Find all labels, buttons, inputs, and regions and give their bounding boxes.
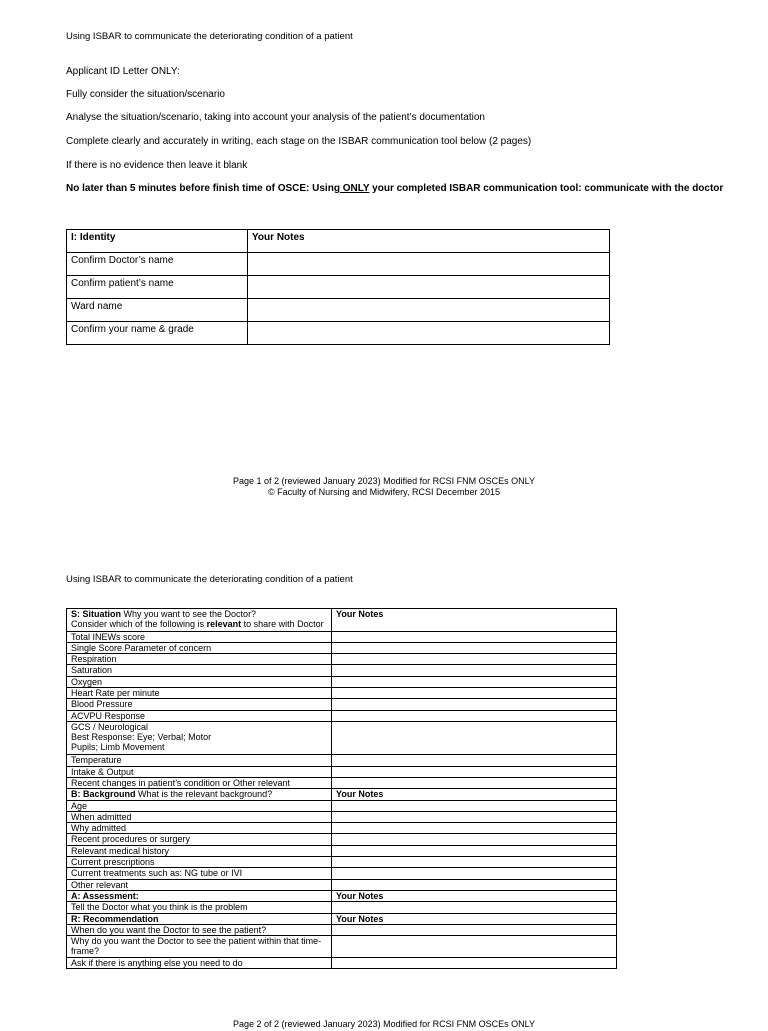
- background-row-label: Recent procedures or surgery: [67, 834, 332, 845]
- background-row-label: Other relevant: [67, 879, 332, 890]
- notes-cell[interactable]: [332, 857, 617, 868]
- table-row: [67, 609, 617, 632]
- gcs-line: Best Response: Eye; Verbal; Motor: [71, 732, 212, 743]
- notes-cell[interactable]: [332, 710, 617, 721]
- table-row: [67, 631, 617, 642]
- page-1-header: Using ISBAR to communicate the deteriorating condition of a patient: [66, 31, 353, 42]
- notes-cell[interactable]: [332, 665, 617, 676]
- isbar-table: [66, 608, 617, 969]
- table-row: [67, 913, 617, 924]
- situation-sub-bold: relevant: [206, 619, 242, 630]
- background-row-label: When admitted: [67, 811, 332, 822]
- identity-row-label: Confirm Doctor’s name: [67, 253, 248, 276]
- situation-sub-post: to share with Doctor: [241, 619, 324, 630]
- table-row: [67, 845, 617, 856]
- table-row: [67, 687, 617, 698]
- recommendation-notes-header: Your Notes: [332, 913, 617, 924]
- instruction-no-evidence: If there is no evidence then leave it blank: [66, 160, 248, 171]
- table-row: [67, 957, 617, 968]
- identity-table: [66, 229, 610, 345]
- table-row: [67, 868, 617, 879]
- page-1-footer-line1: Page 1 of 2 (reviewed January 2023) Modified for RCSI FNM OSCEs ONLY: [233, 476, 535, 486]
- table-row: [67, 665, 617, 676]
- notes-cell[interactable]: [332, 902, 617, 913]
- table-row: [67, 789, 617, 800]
- notes-cell[interactable]: [332, 777, 617, 788]
- notes-cell[interactable]: [248, 253, 610, 276]
- situation-row-label: Intake & Output: [67, 766, 332, 777]
- table-row: [67, 834, 617, 845]
- recommendation-header: R: Recommendation: [67, 913, 332, 924]
- table-row: [67, 676, 617, 687]
- gcs-line: GCS / Neurological: [71, 721, 149, 732]
- notes-cell[interactable]: [332, 766, 617, 777]
- situation-title: S: Situation: [71, 609, 121, 619]
- situation-row-label: Total INEWs score: [67, 631, 332, 642]
- table-row: [67, 322, 610, 345]
- table-row: [67, 721, 617, 755]
- gcs-cell: [67, 721, 332, 755]
- assessment-row-label: Tell the Doctor what you think is the problem: [67, 902, 332, 913]
- identity-row-label: Confirm patient’s name: [67, 276, 248, 299]
- notes-cell[interactable]: [332, 957, 617, 968]
- notes-cell[interactable]: [332, 823, 617, 834]
- table-row: [67, 654, 617, 665]
- background-row-label: Why admitted: [67, 823, 332, 834]
- instruction-bold-only: ONLY: [339, 183, 370, 194]
- table-row: [67, 936, 617, 957]
- table-row: [67, 230, 610, 253]
- notes-cell[interactable]: [248, 276, 610, 299]
- table-row: [67, 777, 617, 788]
- notes-cell[interactable]: [332, 800, 617, 811]
- table-row: [67, 755, 617, 766]
- notes-cell[interactable]: [248, 299, 610, 322]
- situation-sub-pre: Consider which of the following is: [71, 619, 207, 630]
- notes-cell[interactable]: [332, 676, 617, 687]
- table-row: [67, 766, 617, 777]
- background-row-label: Current prescriptions: [67, 857, 332, 868]
- notes-cell[interactable]: [332, 642, 617, 653]
- notes-cell[interactable]: [332, 654, 617, 665]
- page-2-footer-partial: Page 2 of 2 (reviewed January 2023) Modified for RCSI FNM OSCEs ONLY: [233, 1019, 535, 1029]
- background-row-label: Relevant medical history: [67, 845, 332, 856]
- background-notes-header: Your Notes: [332, 789, 617, 800]
- situation-row-label: Respiration: [67, 654, 332, 665]
- background-title: B: Background: [71, 789, 136, 800]
- table-row: [67, 800, 617, 811]
- background-header: [67, 789, 332, 800]
- situation-row-label: Temperature: [67, 755, 332, 766]
- situation-title-rest: Why you want to see the Doctor?: [121, 609, 257, 619]
- notes-cell[interactable]: [332, 721, 617, 755]
- table-row: [67, 699, 617, 710]
- notes-cell[interactable]: [332, 687, 617, 698]
- page-1-footer-line2: © Faculty of Nursing and Midwifery, RCSI December 2015: [267, 487, 501, 497]
- table-row: [67, 253, 610, 276]
- notes-cell[interactable]: [332, 631, 617, 642]
- assessment-header: A: Assessment:: [67, 890, 332, 901]
- identity-row-label: Ward name: [67, 299, 248, 322]
- identity-header: I: Identity: [67, 230, 248, 253]
- instruction-analyse: Analyse the situation/scenario, taking into account your analysis of the patient’s documentation: [66, 112, 485, 123]
- identity-notes-header: Your Notes: [248, 230, 610, 253]
- notes-cell[interactable]: [248, 322, 610, 345]
- page-2-header: Using ISBAR to communicate the deteriorating condition of a patient: [66, 574, 353, 585]
- table-row: [67, 902, 617, 913]
- background-row-label: Current treatments such as: NG tube or IVI: [67, 868, 332, 879]
- background-row-label: Age: [67, 800, 332, 811]
- situation-notes-header: Your Notes: [332, 609, 617, 632]
- table-row: [67, 276, 610, 299]
- recommendation-row-label: Why do you want the Doctor to see the patient within that time-frame?: [67, 936, 332, 957]
- situation-row-label: Recent changes in patient’s condition or Other relevant: [67, 777, 332, 788]
- instruction-complete: Complete clearly and accurately in writing, each stage on the ISBAR communication tool below (2 pages): [66, 136, 532, 147]
- situation-row-label: Single Score Parameter of concern: [67, 642, 332, 653]
- notes-cell[interactable]: [332, 699, 617, 710]
- instruction-consider: Fully consider the situation/scenario: [66, 89, 225, 100]
- situation-row-label: Saturation: [67, 665, 332, 676]
- notes-cell[interactable]: [332, 755, 617, 766]
- table-row: [67, 823, 617, 834]
- notes-cell[interactable]: [332, 834, 617, 845]
- situation-row-label: Blood Pressure: [67, 699, 332, 710]
- notes-cell[interactable]: [332, 879, 617, 890]
- notes-cell[interactable]: [332, 845, 617, 856]
- situation-row-label: ACVPU Response: [67, 710, 332, 721]
- table-row: [67, 890, 617, 901]
- instruction-bold-part1: No later than 5 minutes before finish time of OSCE: Using: [66, 183, 340, 194]
- table-row: [67, 299, 610, 322]
- situation-row-label: Oxygen: [67, 676, 332, 687]
- notes-cell[interactable]: [332, 868, 617, 879]
- table-row: [67, 924, 617, 935]
- table-row: [67, 811, 617, 822]
- table-row: [67, 879, 617, 890]
- notes-cell[interactable]: [332, 936, 617, 957]
- recommendation-row-label: When do you want the Doctor to see the patient?: [67, 924, 332, 935]
- table-row: [67, 710, 617, 721]
- notes-cell[interactable]: [332, 811, 617, 822]
- situation-row-label: Heart Rate per minute: [67, 687, 332, 698]
- notes-cell[interactable]: [332, 924, 617, 935]
- situation-header: [67, 609, 332, 632]
- gcs-line: Pupils; Limb Movement: [71, 742, 165, 753]
- background-title-rest: What is the relevant background?: [135, 789, 273, 800]
- instruction-bold-communicate: [66, 183, 723, 195]
- table-row: [67, 642, 617, 653]
- table-row: [67, 857, 617, 868]
- identity-row-label: Confirm your name & grade: [67, 322, 248, 345]
- recommendation-row-label: Ask if there is anything else you need to do: [67, 957, 332, 968]
- instruction-bold-part3: your completed ISBAR communication tool: communicate with the doctor: [369, 183, 724, 194]
- assessment-notes-header: Your Notes: [332, 890, 617, 901]
- instruction-applicant-id: Applicant ID Letter ONLY:: [66, 66, 180, 77]
